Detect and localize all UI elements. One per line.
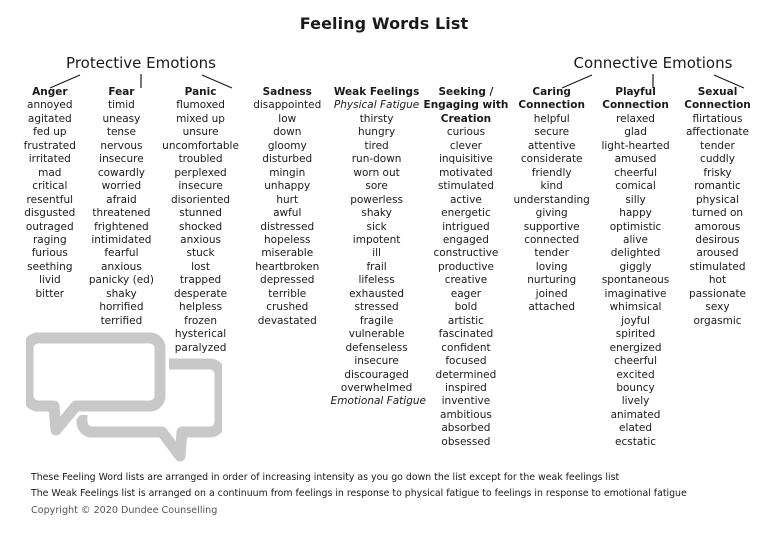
feeling-word: shaky (106, 287, 137, 300)
feeling-word: exhausted (349, 287, 405, 300)
feeling-word: romantic (694, 180, 741, 193)
feeling-word: disoriented (171, 193, 231, 206)
feeling-word: miserable (261, 247, 314, 260)
feeling-word: annoyed (27, 99, 73, 112)
feeling-word: horrified (99, 301, 144, 314)
feeling-word: aroused (696, 247, 739, 260)
feeling-word: crushed (266, 301, 309, 314)
feeling-word: disgusted (24, 207, 76, 220)
column-header-seeking-line2: Engaging with (423, 99, 509, 112)
feeling-word: timid (107, 99, 135, 112)
feeling-word: kind (540, 180, 563, 193)
feeling-word: fragile (359, 314, 394, 327)
feeling-word: nervous (100, 139, 143, 152)
feeling-word: worn out (353, 166, 400, 179)
feeling-word: orgasmic (693, 314, 742, 327)
feeling-word: considerate (520, 153, 583, 166)
feeling-word: sick (366, 220, 387, 233)
feeling-word: clever (449, 139, 483, 152)
column-header-seeking-line1: Seeking / (438, 86, 494, 98)
feeling-word: agitated (27, 112, 72, 125)
feeling-word: intimidated (91, 233, 152, 246)
feeling-word: terrified (100, 314, 143, 327)
feeling-word: energetic (441, 207, 491, 220)
feeling-word: disturbed (262, 153, 313, 166)
feeling-word: fed up (33, 126, 67, 139)
feeling-word: depressed (260, 274, 315, 287)
feeling-word: fearful (104, 247, 139, 260)
feeling-word: afraid (106, 193, 137, 206)
column-subheader-physical-fatigue: Physical Fatigue (333, 99, 420, 112)
feeling-word: raging (32, 233, 67, 246)
column-fear (86, 86, 158, 328)
feeling-word: mad (38, 166, 62, 179)
feeling-word: frustrated (23, 139, 76, 152)
feeling-word: worried (101, 180, 142, 193)
feeling-word: disappointed (253, 99, 322, 112)
feeling-word: perplexed (174, 166, 227, 179)
feeling-word: sore (365, 180, 388, 193)
group-heading-protective: Protective Emotions (66, 54, 216, 72)
feeling-word: lively (621, 395, 650, 408)
column-anger (14, 86, 86, 301)
feeling-word: constructive (433, 247, 499, 260)
feeling-word: nurturing (527, 274, 577, 287)
feeling-word: secure (534, 126, 570, 139)
feeling-word: alive (623, 233, 648, 246)
feeling-word: stimulated (689, 260, 746, 273)
feeling-word: delighted (610, 247, 661, 260)
feeling-word: bold (454, 301, 478, 314)
feeling-word: flirtatious (692, 112, 743, 125)
feeling-word: whimsical (609, 301, 662, 314)
feeling-word: cowardly (97, 166, 145, 179)
feeling-word: helpful (533, 112, 570, 125)
feeling-word: connected (524, 233, 580, 246)
word-list-seeking (423, 126, 510, 449)
feeling-word: fascinated (438, 328, 494, 341)
feeling-word: giggly (619, 260, 652, 273)
column-header-sexual-line1: Sexual (697, 86, 738, 98)
feeling-word: terrible (268, 287, 307, 300)
feeling-word: amused (614, 153, 657, 166)
feeling-word: anxious (101, 260, 142, 273)
feeling-word: defenseless (345, 341, 408, 354)
feeling-word: energized (609, 341, 662, 354)
feeling-word: desperate (174, 287, 228, 300)
feeling-word: inquisitive (438, 153, 493, 166)
feeling-word: tense (106, 126, 136, 139)
feeling-word: critical (32, 180, 68, 193)
feeling-word: turned on (691, 207, 744, 220)
column-seeking (423, 86, 510, 449)
feeling-word: bitter (35, 287, 65, 300)
feeling-word: stressed (354, 301, 399, 314)
feeling-word: optimistic (609, 220, 662, 233)
feeling-word: overwhelmed (340, 381, 413, 394)
feeling-word: threatened (92, 207, 151, 220)
feeling-word: distressed (260, 220, 315, 233)
column-header-weak-feelings: Weak Feelings (333, 86, 420, 98)
column-header-caring-line1: Caring (532, 86, 571, 98)
feeling-word: artistic (447, 314, 484, 327)
feeling-word: cheerful (614, 166, 657, 179)
feeling-word: frail (366, 260, 387, 273)
feeling-word: hot (708, 274, 727, 287)
feeling-word: happy (619, 207, 652, 220)
word-list-panic (157, 99, 244, 355)
feeling-word: unhappy (264, 180, 311, 193)
feeling-word: frisky (703, 166, 732, 179)
feeling-word: understanding (513, 193, 590, 206)
feeling-word: physical (695, 193, 740, 206)
column-panic (157, 86, 244, 355)
feeling-word: frozen (184, 314, 217, 327)
feeling-word: troubled (178, 153, 223, 166)
feeling-word: livid (38, 274, 61, 287)
word-list-fear (86, 99, 158, 328)
feeling-word: hopeless (263, 233, 311, 246)
footer-note-line-1: These Feeling Word lists are arranged in order of increasing intensity as you go down the list except for the weak feelings list (31, 472, 620, 483)
feeling-word: sexy (705, 301, 730, 314)
feeling-word: animated (610, 408, 661, 421)
feeling-word: shocked (178, 220, 223, 233)
feeling-word: curious (446, 126, 486, 139)
feeling-word: frightened (94, 220, 149, 233)
word-list-anger (14, 99, 86, 301)
feeling-word: focused (445, 355, 487, 368)
feeling-word: mixed up (176, 112, 225, 125)
feeling-word: supportive (523, 220, 580, 233)
feeling-word: absorbed (441, 422, 491, 435)
column-header-sexual-line2: Connection (684, 99, 751, 112)
feeling-word: inventive (441, 395, 491, 408)
page-title: Feeling Words List (299, 14, 469, 33)
feeling-word: panicky (ed) (88, 274, 154, 287)
feeling-word: insecure (99, 153, 144, 166)
feeling-word: inspired (445, 381, 487, 394)
feeling-word: motivated (439, 166, 493, 179)
feeling-word: irritated (28, 153, 71, 166)
feeling-word: tired (364, 139, 389, 152)
column-header-fear: Fear (108, 86, 135, 98)
feeling-word: affectionate (685, 126, 750, 139)
feeling-word: desirous (695, 233, 740, 246)
feeling-word: run-down (351, 153, 402, 166)
feeling-word: spontaneous (601, 274, 670, 287)
column-footer-emotional-fatigue: Emotional Fatigue (330, 395, 426, 408)
feeling-word: loving (535, 260, 568, 273)
feeling-word: eager (450, 287, 482, 300)
feeling-word: stimulated (437, 180, 494, 193)
feeling-word: ecstatic (615, 435, 657, 448)
column-header-playful-line2: Connection (602, 99, 669, 112)
feeling-word: productive (437, 260, 494, 273)
feeling-word: active (449, 193, 482, 206)
feeling-word: vulnerable (348, 328, 405, 341)
feeling-word: lifeless (358, 274, 395, 287)
feeling-word: trapped (179, 274, 222, 287)
feeling-word: relaxed (616, 112, 655, 125)
column-weak-feelings (330, 86, 426, 409)
feeling-word: bouncy (616, 381, 655, 394)
column-header-playful-line1: Playful (615, 86, 656, 98)
feeling-word: attached (528, 301, 575, 314)
feeling-word: lost (191, 260, 211, 273)
feeling-word: mingin (269, 166, 306, 179)
feeling-word: amorous (694, 220, 741, 233)
feeling-word: tender (700, 139, 735, 152)
column-playful (594, 86, 677, 449)
feeling-word: ill (372, 247, 381, 260)
feeling-word: silly (625, 193, 646, 206)
word-list-playful (594, 113, 677, 449)
feeling-word: resentful (26, 193, 74, 206)
group-heading-connective: Connective Emotions (573, 54, 733, 72)
column-header-panic: Panic (184, 86, 217, 98)
feeling-word: comical (615, 180, 656, 193)
feeling-word: helpless (179, 301, 223, 314)
feeling-word: excited (616, 368, 655, 381)
feeling-word: creative (444, 274, 488, 287)
column-caring (509, 86, 594, 315)
column-header-sadness: Sadness (262, 86, 312, 98)
feeling-word: shaky (361, 207, 392, 220)
feeling-word: devastated (257, 314, 317, 327)
feeling-word: down (273, 126, 302, 139)
feeling-word: hysterical (174, 328, 227, 341)
feeling-word: awful (273, 207, 302, 220)
feeling-word: paralyzed (174, 341, 227, 354)
feeling-word: flumoxed (176, 99, 225, 112)
feeling-word: imaginative (604, 287, 667, 300)
feeling-word: joined (535, 287, 568, 300)
column-sexual (677, 86, 758, 328)
feeling-word: joyful (621, 314, 650, 327)
feeling-word: impotent (352, 233, 401, 246)
feeling-word: uneasy (102, 112, 141, 125)
feeling-word: seething (27, 260, 73, 273)
feeling-word: gloomy (267, 139, 307, 152)
word-list-sadness (244, 99, 331, 328)
column-header-anger: Anger (32, 86, 68, 98)
feeling-word: furious (31, 247, 68, 260)
column-header-seeking-line3: Creation (440, 112, 492, 125)
feeling-word: friendly (531, 166, 572, 179)
feeling-word: uncomfortable (162, 139, 239, 152)
word-list-caring (509, 113, 594, 315)
feeling-word: light-hearted (601, 139, 670, 152)
feeling-word: cheerful (614, 355, 657, 368)
feeling-word: stunned (179, 207, 222, 220)
feeling-word: giving (535, 207, 568, 220)
feeling-word: low (278, 112, 297, 125)
feeling-word: tender (534, 247, 570, 260)
footer-note-line-2: The Weak Feelings list is arranged on a continuum from feelings in response to physical fatigue to feelings in response to emotional fatigue (31, 487, 687, 499)
feeling-word: glad (624, 126, 647, 139)
column-header-caring-line2: Connection (518, 99, 585, 112)
footer-notes (31, 470, 687, 501)
feeling-word: cuddly (700, 153, 735, 166)
feeling-word: stuck (186, 247, 215, 260)
feeling-word: passionate (688, 287, 747, 300)
feeling-word: hurt (276, 193, 299, 206)
feeling-word: discouraged (344, 368, 409, 381)
word-list-weak-feelings (331, 113, 423, 396)
feeling-word: anxious (180, 233, 221, 246)
feeling-word: determined (435, 368, 497, 381)
word-list-sexual (677, 113, 758, 328)
copyright-notice: Copyright © 2020 Dundee Counselling (31, 505, 218, 516)
feeling-word: intrigued (442, 220, 490, 233)
feeling-word: insecure (354, 355, 399, 368)
feeling-word: hungry (358, 126, 396, 139)
feeling-word: spirited (615, 328, 656, 341)
speech-bubbles-logo (26, 326, 222, 466)
feeling-word: outraged (25, 220, 74, 233)
feeling-word: engaged (442, 233, 489, 246)
feeling-word: insecure (178, 180, 223, 193)
feeling-word: unsure (182, 126, 219, 139)
feeling-word: powerless (350, 193, 403, 206)
feeling-word: obsessed (441, 435, 491, 448)
feeling-word: thirsty (359, 112, 394, 125)
feeling-word: heartbroken (255, 260, 320, 273)
column-sadness (244, 86, 331, 328)
feeling-word: attentive (527, 139, 576, 152)
feeling-word: confident (441, 341, 491, 354)
feeling-word: elated (619, 422, 653, 435)
feeling-word: ambitious (440, 408, 492, 421)
